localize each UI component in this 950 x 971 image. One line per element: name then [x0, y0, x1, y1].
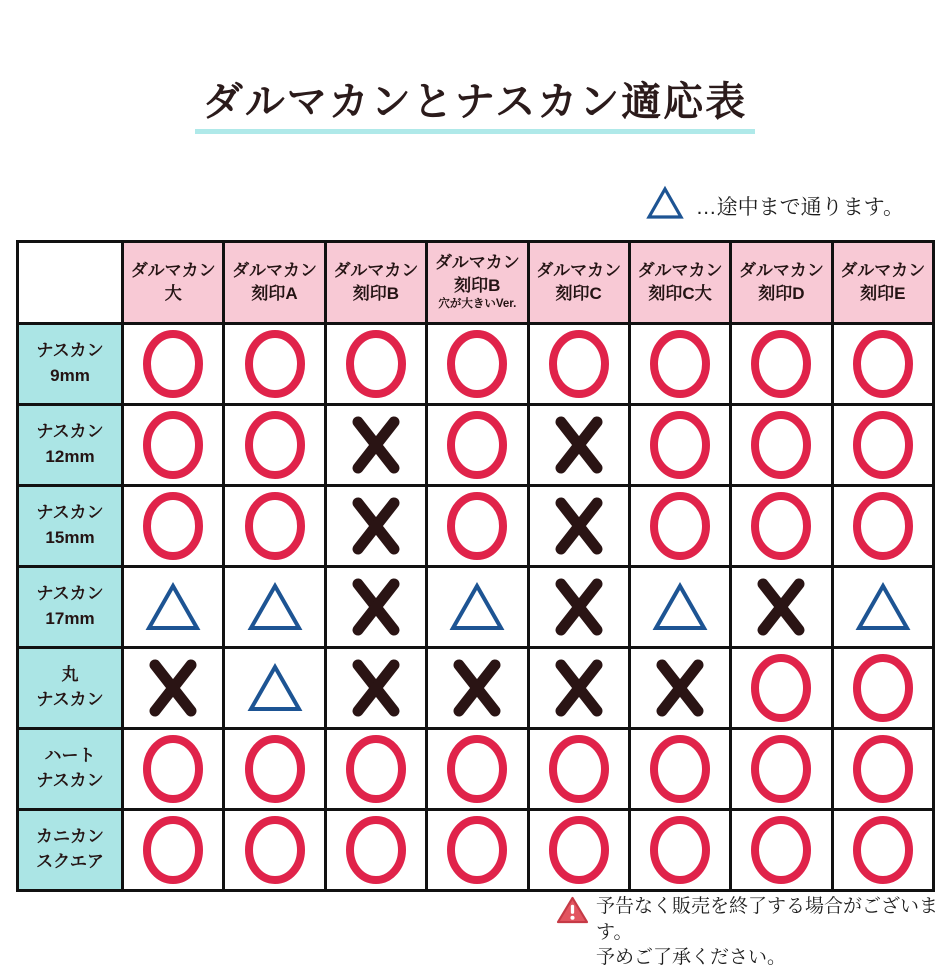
circle-icon	[428, 815, 526, 885]
cell-circle	[123, 729, 224, 810]
compatibility-table	[16, 240, 935, 892]
cross-icon	[631, 657, 729, 719]
circle-icon	[124, 491, 222, 561]
cell-circle	[731, 648, 832, 729]
cross-icon	[530, 414, 628, 476]
cell-cross	[325, 648, 426, 729]
cross-icon	[530, 657, 628, 719]
cross-icon	[327, 495, 425, 557]
circle-icon	[428, 734, 526, 804]
cell-cross	[731, 567, 832, 648]
circle-icon	[225, 734, 323, 804]
cell-circle	[224, 729, 325, 810]
circle-icon	[631, 329, 729, 399]
cell-cross	[528, 567, 629, 648]
circle-icon	[631, 410, 729, 480]
cell-cross	[528, 486, 629, 567]
circle-icon	[834, 815, 932, 885]
cell-triangle	[224, 648, 325, 729]
triangle-icon	[428, 582, 526, 632]
circle-icon	[428, 410, 526, 480]
circle-icon	[834, 653, 932, 723]
column-header-7: ダルマカン 刻印E	[832, 242, 933, 324]
cell-circle	[629, 486, 730, 567]
circle-icon	[631, 491, 729, 561]
legend-text: …途中まで通ります。	[695, 196, 904, 219]
circle-icon	[732, 329, 830, 399]
triangle-icon	[631, 582, 729, 632]
cell-circle	[123, 405, 224, 486]
circle-icon	[732, 410, 830, 480]
cell-circle	[325, 324, 426, 405]
circle-icon	[834, 734, 932, 804]
circle-icon	[327, 329, 425, 399]
cell-cross	[528, 405, 629, 486]
circle-icon	[732, 491, 830, 561]
footer-text	[596, 894, 950, 971]
cell-circle	[629, 810, 730, 891]
legend	[646, 186, 904, 226]
cell-circle	[224, 810, 325, 891]
cell-circle	[123, 810, 224, 891]
cell-circle	[528, 729, 629, 810]
title-wrap	[0, 70, 950, 134]
cell-circle	[832, 648, 933, 729]
cell-circle	[528, 324, 629, 405]
triangle-icon	[834, 582, 932, 632]
cell-circle	[731, 405, 832, 486]
cross-icon	[732, 576, 830, 638]
cell-cross	[427, 648, 528, 729]
table-row-6	[18, 810, 934, 891]
circle-icon	[834, 329, 932, 399]
cell-circle	[528, 810, 629, 891]
column-header-6: ダルマカン 刻印D	[731, 242, 832, 324]
cell-triangle	[629, 567, 730, 648]
circle-icon	[327, 734, 425, 804]
compatibility-table-body	[18, 242, 934, 891]
cell-circle	[325, 810, 426, 891]
circle-icon	[327, 815, 425, 885]
footer-note	[556, 894, 950, 971]
cell-triangle	[224, 567, 325, 648]
row-header-0: ナスカン 9mm	[18, 324, 123, 405]
circle-icon	[530, 329, 628, 399]
circle-icon	[225, 815, 323, 885]
cell-circle	[832, 729, 933, 810]
column-header-5: ダルマカン 刻印C大	[629, 242, 730, 324]
circle-icon	[124, 734, 222, 804]
column-header-note: 穴が大きいVer.	[438, 298, 517, 311]
cell-circle	[731, 810, 832, 891]
circle-icon	[124, 410, 222, 480]
column-header-2: ダルマカン 刻印B	[325, 242, 426, 324]
cell-cross	[629, 648, 730, 729]
cell-circle	[427, 729, 528, 810]
row-header-2: ナスカン 15mm	[18, 486, 123, 567]
circle-icon	[530, 734, 628, 804]
circle-icon	[225, 329, 323, 399]
footer-line1: 予告なく販売を終了する場合がございます。	[596, 896, 939, 943]
column-header-1: ダルマカン 刻印A	[224, 242, 325, 324]
circle-icon	[530, 815, 628, 885]
cross-icon	[124, 657, 222, 719]
circle-icon	[732, 815, 830, 885]
cell-cross	[325, 486, 426, 567]
row-header-1: ナスカン 12mm	[18, 405, 123, 486]
column-header-0: ダルマカン 大	[123, 242, 224, 324]
circle-icon	[428, 329, 526, 399]
cell-circle	[427, 324, 528, 405]
cell-circle	[731, 324, 832, 405]
circle-icon	[631, 734, 729, 804]
table-row-5	[18, 729, 934, 810]
cell-cross	[325, 567, 426, 648]
cell-circle	[325, 729, 426, 810]
footer-line2: 予めご了承ください。	[596, 947, 787, 969]
triangle-icon	[225, 663, 323, 713]
cell-cross	[325, 405, 426, 486]
cell-circle	[427, 810, 528, 891]
cell-circle	[629, 324, 730, 405]
cell-cross	[528, 648, 629, 729]
table-row-2	[18, 486, 934, 567]
circle-icon	[834, 491, 932, 561]
circle-icon	[834, 410, 932, 480]
triangle-legend-icon	[646, 186, 684, 226]
circle-icon	[225, 410, 323, 480]
corner-cell	[18, 242, 123, 324]
triangle-icon	[124, 582, 222, 632]
table-row-1	[18, 405, 934, 486]
table-row-3	[18, 567, 934, 648]
cell-triangle	[427, 567, 528, 648]
cell-circle	[427, 486, 528, 567]
cell-circle	[224, 324, 325, 405]
triangle-icon	[225, 582, 323, 632]
cell-circle	[832, 324, 933, 405]
cell-circle	[629, 405, 730, 486]
cross-icon	[327, 657, 425, 719]
page-title: ダルマカンとナスカン適応表	[195, 70, 755, 134]
cross-icon	[428, 657, 526, 719]
column-header-3: ダルマカン 刻印B 穴が大きいVer.	[427, 242, 528, 324]
cell-cross	[123, 648, 224, 729]
circle-icon	[124, 329, 222, 399]
cell-circle	[123, 486, 224, 567]
cross-icon	[530, 576, 628, 638]
table-row-0	[18, 324, 934, 405]
column-header-4: ダルマカン 刻印C	[528, 242, 629, 324]
cell-circle	[224, 405, 325, 486]
row-header-6: カニカン スクエア	[18, 810, 123, 891]
circle-icon	[225, 491, 323, 561]
cell-triangle	[832, 567, 933, 648]
cell-triangle	[123, 567, 224, 648]
cell-circle	[731, 486, 832, 567]
cross-icon	[327, 576, 425, 638]
cell-circle	[832, 405, 933, 486]
cell-circle	[123, 324, 224, 405]
cross-icon	[327, 414, 425, 476]
cell-circle	[427, 405, 528, 486]
cell-circle	[832, 810, 933, 891]
cell-circle	[629, 729, 730, 810]
row-header-5: ハート ナスカン	[18, 729, 123, 810]
circle-icon	[428, 491, 526, 561]
cell-circle	[224, 486, 325, 567]
circle-icon	[124, 815, 222, 885]
cell-circle	[731, 729, 832, 810]
row-header-4: 丸 ナスカン	[18, 648, 123, 729]
cross-icon	[530, 495, 628, 557]
table-header-row	[18, 242, 934, 324]
circle-icon	[732, 734, 830, 804]
row-header-3: ナスカン 17mm	[18, 567, 123, 648]
warning-icon	[556, 896, 589, 933]
circle-icon	[732, 653, 830, 723]
circle-icon	[631, 815, 729, 885]
cell-circle	[832, 486, 933, 567]
table-row-4	[18, 648, 934, 729]
